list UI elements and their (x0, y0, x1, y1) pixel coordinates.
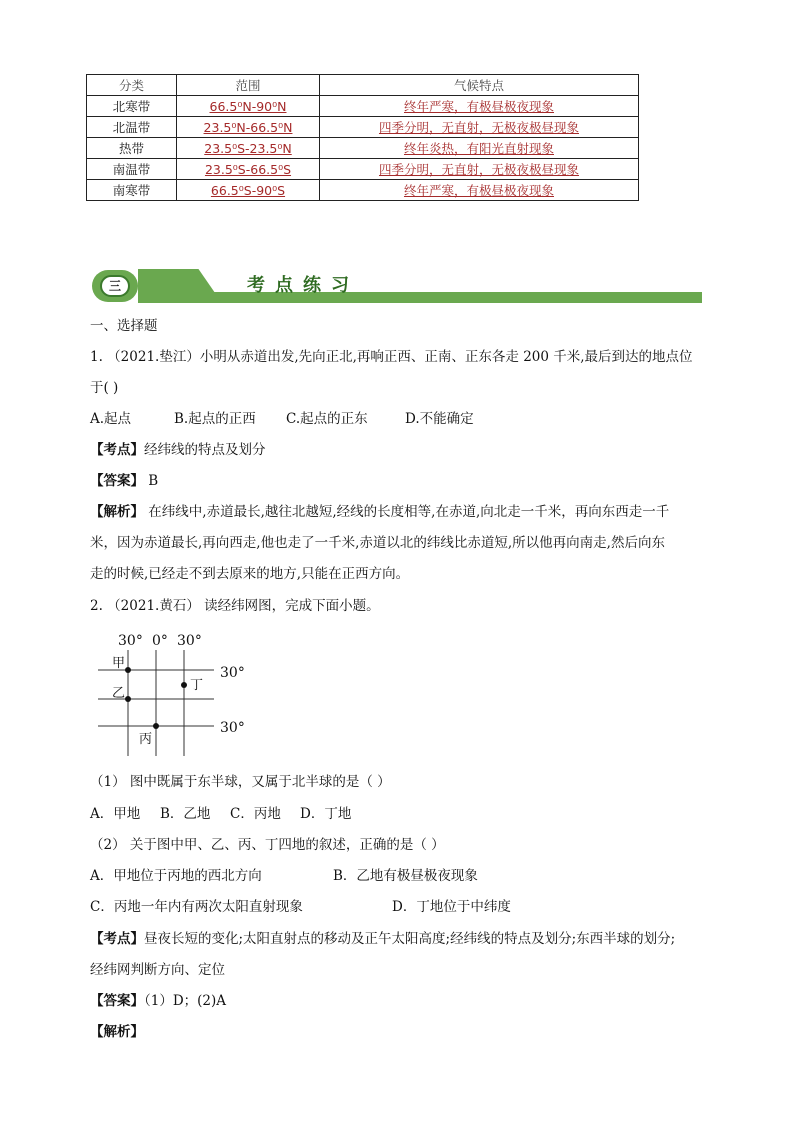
q2-sub1: （1） 图中既属于东半球，又属于北半球的是（ ） (90, 774, 391, 790)
climate-zone-table (86, 74, 639, 201)
q1-option-c: C.起点的正东 (286, 411, 368, 427)
banner-tab (138, 269, 222, 303)
header-zone: 分类 (87, 75, 177, 96)
lat-label-south: 30° (220, 720, 245, 736)
climate-cell: 终年严寒，有极昼极夜现象 (320, 180, 639, 201)
range-cell: 23.5⁰S-23.5⁰N (177, 138, 320, 159)
table-row (87, 180, 639, 201)
q2-sub1-option-d: D．丁地 (300, 806, 352, 822)
label-bing: 丙 (139, 732, 153, 747)
q2-kaodian-line2: 经纬网判断方向、定位 (90, 962, 225, 978)
table-row (87, 138, 639, 159)
range-cell: 66.5⁰N-90⁰N (177, 96, 320, 117)
q1-option-d: D.不能确定 (405, 411, 474, 427)
q2-analysis-label: 【解析】 (90, 1024, 144, 1040)
q2-sub2-option-d: D．丁地位于中纬度 (392, 899, 511, 915)
answer-label: 【答案】 (90, 473, 144, 489)
zone-cell: 北寒带 (87, 96, 177, 117)
range-cell: 23.5⁰N-66.5⁰N (177, 117, 320, 138)
climate-cell: 终年炎热，有阳光直射现象 (320, 138, 639, 159)
q1-stem-line2: 于( ) (90, 380, 119, 396)
answer-text: B (148, 473, 159, 489)
q2-stem: 2. （2021.黄石） 读经纬网图，完成下面小题。 (90, 598, 380, 614)
q1-option-b: B.起点的正西 (174, 411, 256, 427)
q1-option-a: A.起点 (90, 411, 132, 427)
zone-cell: 南温带 (87, 159, 177, 180)
kaodian-text: 昼夜长短的变化;太阳直射点的移动及正午太阳高度;经纬线的特点及划分;东西半球的划分; (144, 931, 676, 947)
point-jia (125, 667, 131, 673)
zone-cell: 北温带 (87, 117, 177, 138)
table-row (87, 96, 639, 117)
header-climate: 气候特点 (320, 75, 639, 96)
label-jia: 甲 (112, 656, 126, 671)
label-yi: 乙 (112, 686, 126, 701)
range-cell: 23.5⁰S-66.5⁰S (177, 159, 320, 180)
climate-cell: 四季分明，无直射，无极夜极昼现象 (320, 117, 639, 138)
q2-kaodian-line1 (90, 931, 675, 947)
lon-label-east: 30° (177, 633, 202, 649)
banner-number: 三 (100, 275, 130, 297)
label-ding: 丁 (190, 678, 204, 693)
q2-sub1-option-a: A．甲地 (90, 806, 141, 822)
climate-cell: 终年严寒，有极昼极夜现象 (320, 96, 639, 117)
kaodian-text: 经纬线的特点及划分 (144, 442, 266, 458)
table-row (87, 117, 639, 138)
q2-sub2-option-c: C．丙地一年内有两次太阳直射现象 (90, 899, 303, 915)
q2-answer (90, 993, 226, 1009)
table-row (87, 159, 639, 180)
graticule-figure (94, 628, 254, 760)
q2-sub2-option-a: A．甲地位于丙地的西北方向 (90, 868, 262, 884)
zone-cell: 热带 (87, 138, 177, 159)
q1-analysis-line3: 走的时候,已经走不到去原来的地方,只能在正西方向。 (90, 566, 410, 582)
point-ding (181, 682, 187, 688)
kaodian-label: 【考点】 (90, 442, 144, 458)
answer-label: 【答案】 (90, 993, 144, 1009)
answer-text: （1）D；(2)A (144, 993, 227, 1009)
lon-label-prime: 0° (152, 633, 168, 649)
point-yi (125, 696, 131, 702)
lon-label-west: 30° (118, 633, 143, 649)
q2-sub1-option-b: B．乙地 (160, 806, 211, 822)
zone-cell: 南寒带 (87, 180, 177, 201)
point-bing (153, 723, 159, 729)
banner-title: 考点练习 (247, 275, 359, 296)
q2-sub2: （2） 关于图中甲、乙、丙、丁四地的叙述，正确的是（ ） (90, 837, 445, 853)
q1-analysis-line2: 米，因为赤道最长,再向西走,他也走了一千米,赤道以北的纬线比赤道短,所以他再向南走,然后向东 (90, 535, 665, 551)
header-range: 范围 (177, 75, 320, 96)
q1-stem-line1: 1. （2021.垫江）小明从赤道出发,先向正北,再响正西、正南、正东各走 200 千米,最后到达的地点位 (90, 349, 693, 365)
q2-sub2-option-b: B．乙地有极昼极夜现象 (333, 868, 478, 884)
lat-label-north: 30° (220, 665, 245, 681)
table-header-row (87, 75, 639, 96)
q1-analysis-line1 (90, 504, 669, 520)
analysis-label: 【解析】 (90, 504, 144, 520)
q1-kaodian (90, 442, 266, 458)
kaodian-label: 【考点】 (90, 931, 144, 947)
banner-bar (140, 292, 702, 303)
section-heading: 一、选择题 (90, 318, 158, 334)
q2-sub1-option-c: C．丙地 (230, 806, 281, 822)
range-cell: 66.5⁰S-90⁰S (177, 180, 320, 201)
analysis-text: 在纬线中,赤道最长,越往北越短,经线的长度相等,在赤道,向北走一千米，再向东西走一千 (148, 504, 670, 520)
q1-answer (90, 473, 158, 489)
climate-cell: 四季分明，无直射，无极夜极昼现象 (320, 159, 639, 180)
